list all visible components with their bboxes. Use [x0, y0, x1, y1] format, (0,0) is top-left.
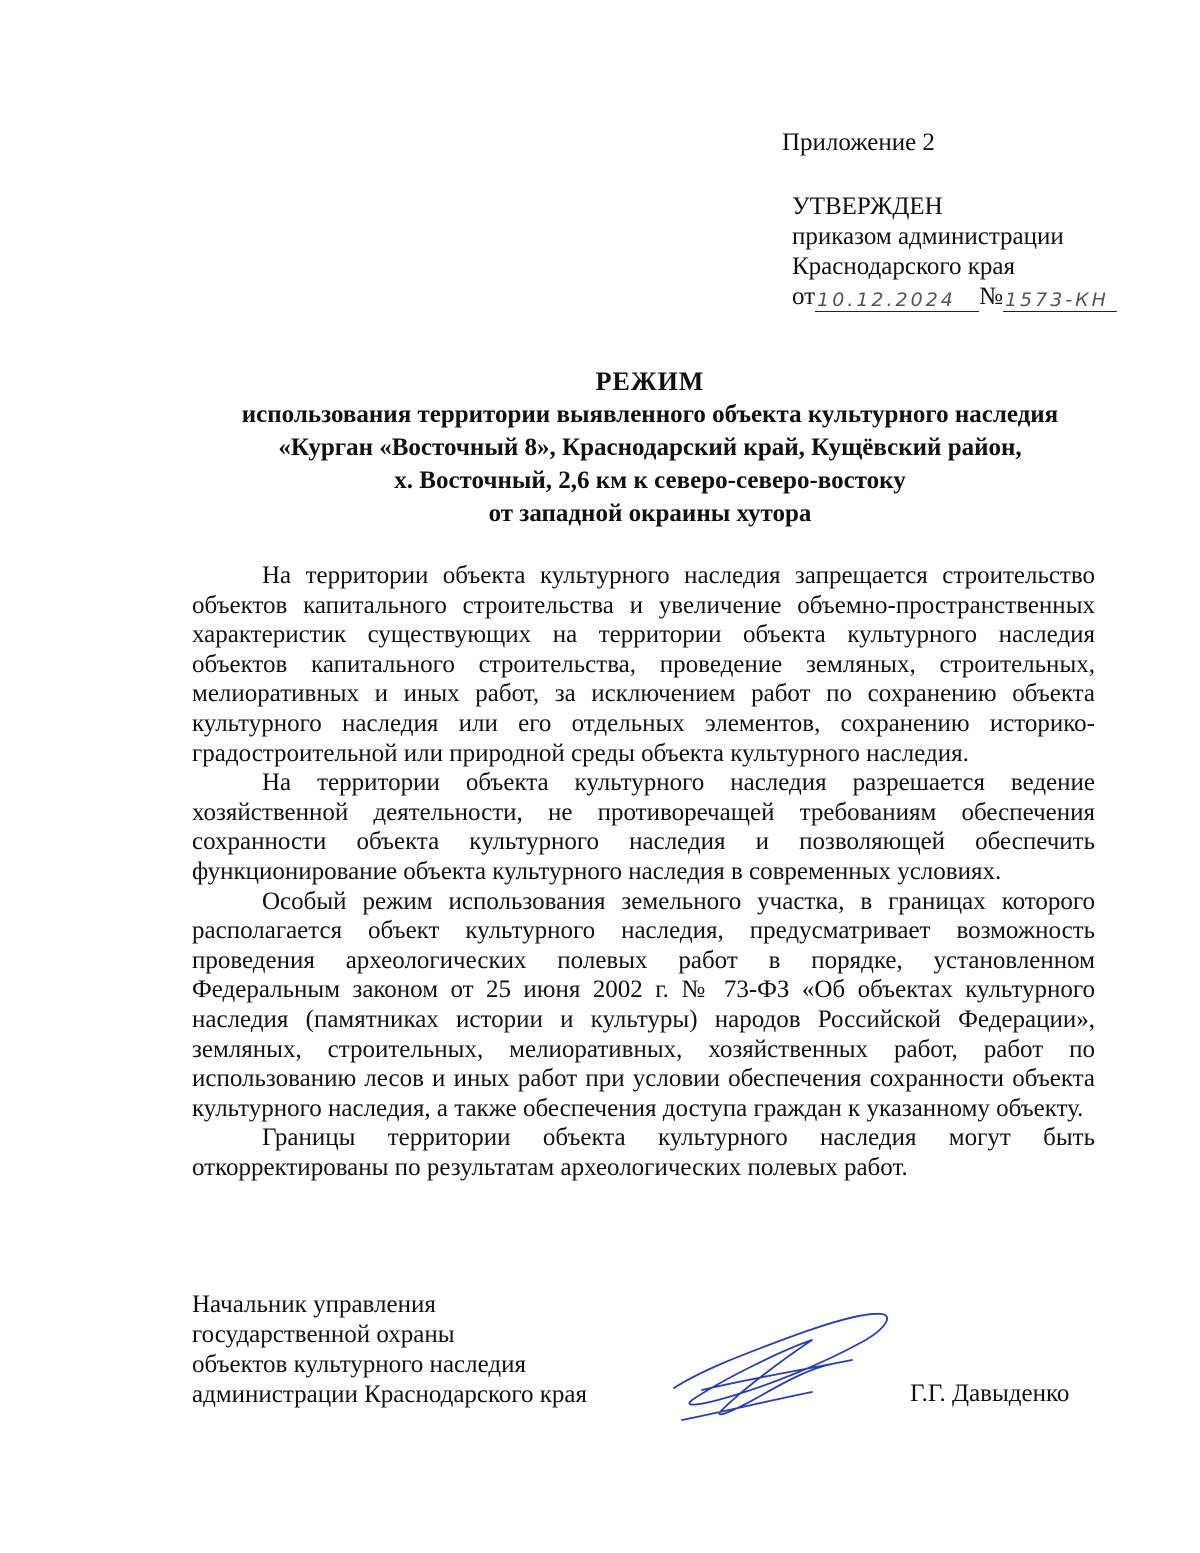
order-number-handwritten: 1573-КН [1003, 289, 1117, 312]
number-prefix: № [979, 283, 1003, 310]
handwritten-signature [662, 1300, 902, 1430]
signer-position [192, 1290, 587, 1410]
signer-position-line-2: государственной охраны [192, 1321, 455, 1348]
date-prefix: от [792, 283, 816, 310]
signature-stroke [674, 1314, 887, 1420]
signer-name: Г.Г. Давыденко [910, 1380, 1070, 1407]
title-line-3: х. Восточный, 2,6 км к северо-северо-востоку [394, 467, 906, 494]
body-paragraph-4: Границы территории объекта культурного наследия могут быть откорректированы по результатам археологических полевых работ. [192, 1124, 1095, 1181]
document-title [150, 365, 1150, 530]
approved-label: УТВЕРЖДЕН [792, 193, 943, 220]
approved-by-line-2: Краснодарского края [792, 253, 1015, 280]
title-line-4: от западной окраины хутора [488, 500, 812, 527]
body-paragraph-3: Особый режим использования земельного участка, в границах которого располагается объект культурного наследия, предусматривает возможность проведения археологических полевых работ в порядке, установленном Федеральным законом от 25 июня 2002 г. № 73-ФЗ «Об объектах культурного наследия (памятниках истории и культуры) народов Российской Федерации», земляных, строительных, мелиоративных, хозяйственных работ, работ по использованию лесов и иных работ при условии обеспечения сохранности объекта культурного наследия, а также обеспечения доступа граждан к указанному объекту. [192, 887, 1095, 1122]
approval-block [792, 192, 1117, 312]
title-line-1: использования территории выявленного объекта культурного наследия [241, 401, 1059, 428]
body-paragraph-1: На территории объекта культурного наследия запрещается строительство объектов капитального строительства и увеличение объемно-пространственных характеристик существующих на территории объекта культурного наследия объектов капитального строительства, проведение земляных, строительных, мелиоративных и иных работ, за исключением работ по сохранению объекта культурного наследия или его отдельных элементов, сохранению историко-градостроительной или природной среды объекта культурного наследия. [192, 562, 1095, 767]
document-body [192, 561, 1095, 1182]
body-paragraph-2: На территории объекта культурного наследия разрешается ведение хозяйственной деятельности, не противоречащей требованиям обеспечения сохранности объекта культурного наследия и позволяющей обеспечить функционирование объекта культурного наследия в современных условиях. [192, 769, 1095, 885]
signer-position-line-1: Начальник управления [192, 1291, 436, 1318]
title-main: РЕЖИМ [595, 367, 705, 396]
approved-by-line-1: приказом администрации [792, 223, 1064, 250]
order-date-handwritten: 10.12.2024 [815, 289, 979, 312]
appendix-label: Приложение 2 [782, 129, 935, 156]
order-date-number-line [792, 282, 1117, 312]
signer-position-line-4: администрации Краснодарского края [192, 1381, 588, 1408]
title-line-2: «Курган «Восточный 8», Краснодарский край, Кущёвский район, [278, 434, 1022, 461]
signer-position-line-3: объектов культурного наследия [192, 1351, 526, 1378]
